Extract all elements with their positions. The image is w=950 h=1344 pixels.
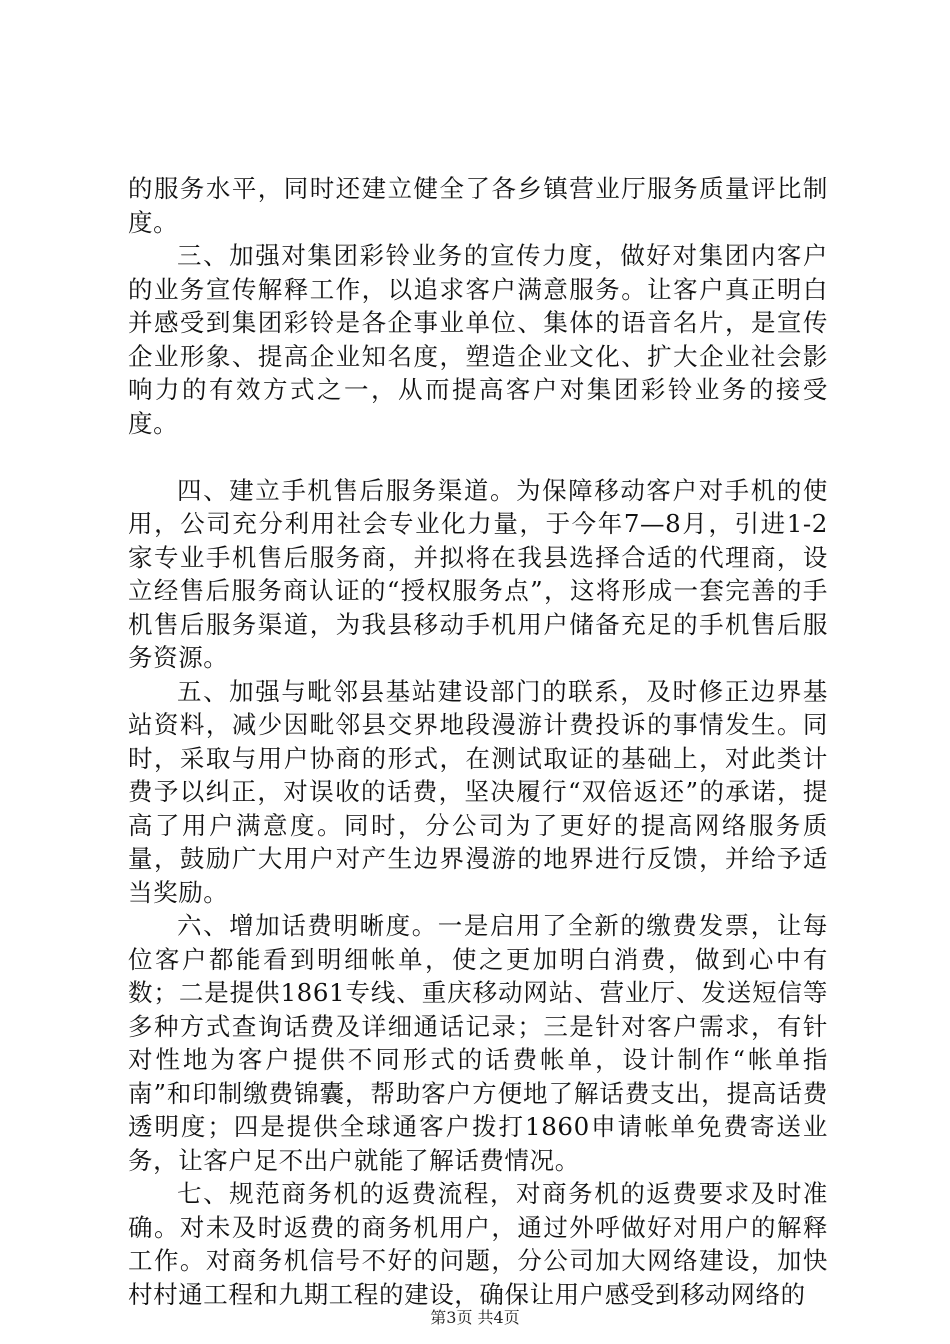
paragraph-continued: 的服务水平，同时还建立健全了各乡镇营业厅服务质量评比制度。 [128, 174, 828, 237]
document-body [128, 172, 828, 1311]
page-footer: 第3页 共4页 [430, 1308, 520, 1327]
paragraph-section-6: 六、增加话费明晰度。一是启用了全新的缴费发票，让每位客户都能看到明细帐单，使之更加明白消费，做到心中有数；二是提供1861专线、重庆移动网站、营业厅、发送短信等多种方式查询话费及详细通话记录；三是针对客户需求，有针对性地为客户提供不同形式的话费帐单，设计制作“帐单指南”和印制缴费锦囊，帮助客户方便地了解话费支出，提高话费透明度；四是提供全球通客户拨打1860申请帐单免费寄送业务，让客户足不出户就能了解话费情况。 [128, 911, 828, 1175]
paragraph-section-5: 五、加强与毗邻县基站建设部门的联系，及时修正边界基站资料，减少因毗邻县交界地段漫游计费投诉的事情发生。同时，采取与用户协商的形式，在测试取证的基础上，对此类计费予以纠正，对误收的话费，坚决履行“双倍返还”的承诺，提高了用户满意度。同时，分公司为了更好的提高网络服务质量，鼓励广大用户对产生边界漫游的地界进行反馈，并给予适当奖励。 [128, 676, 828, 907]
paragraph-section-3: 三、加强对集团彩铃业务的宣传力度，做好对集团内客户的业务宣传解释工作，以追求客户满意服务。让客户真正明白并感受到集团彩铃是各企事业单位、集体的语音名片，是宣传企业形象、提高企业知名度，塑造企业文化、扩大企业社会影响力的有效方式之一，从而提高客户对集团彩铃业务的接受度。 [128, 241, 828, 438]
paragraph-section-4: 四、建立手机售后服务渠道。为保障移动客户对手机的使用，公司充分利用社会专业化力量，于今年7—8月，引进1-2家专业手机售后服务商，并拟将在我县选择合适的代理商，设立经售后服务商认证的“授权服务点”，这将形成一套完善的手机售后服务渠道，为我县移动手机用户储备充足的手机售后服务资源。 [128, 475, 828, 672]
paragraph-section-7: 七、规范商务机的返费流程，对商务机的返费要求及时准确。对未及时返费的商务机用户，通过外呼做好对用户的解释工作。对商务机信号不好的问题，分公司加大网络建设，加快村村通工程和九期工程的建设，确保让用户感受到移动网络的 [128, 1179, 828, 1309]
paragraph-spacer [128, 440, 828, 474]
